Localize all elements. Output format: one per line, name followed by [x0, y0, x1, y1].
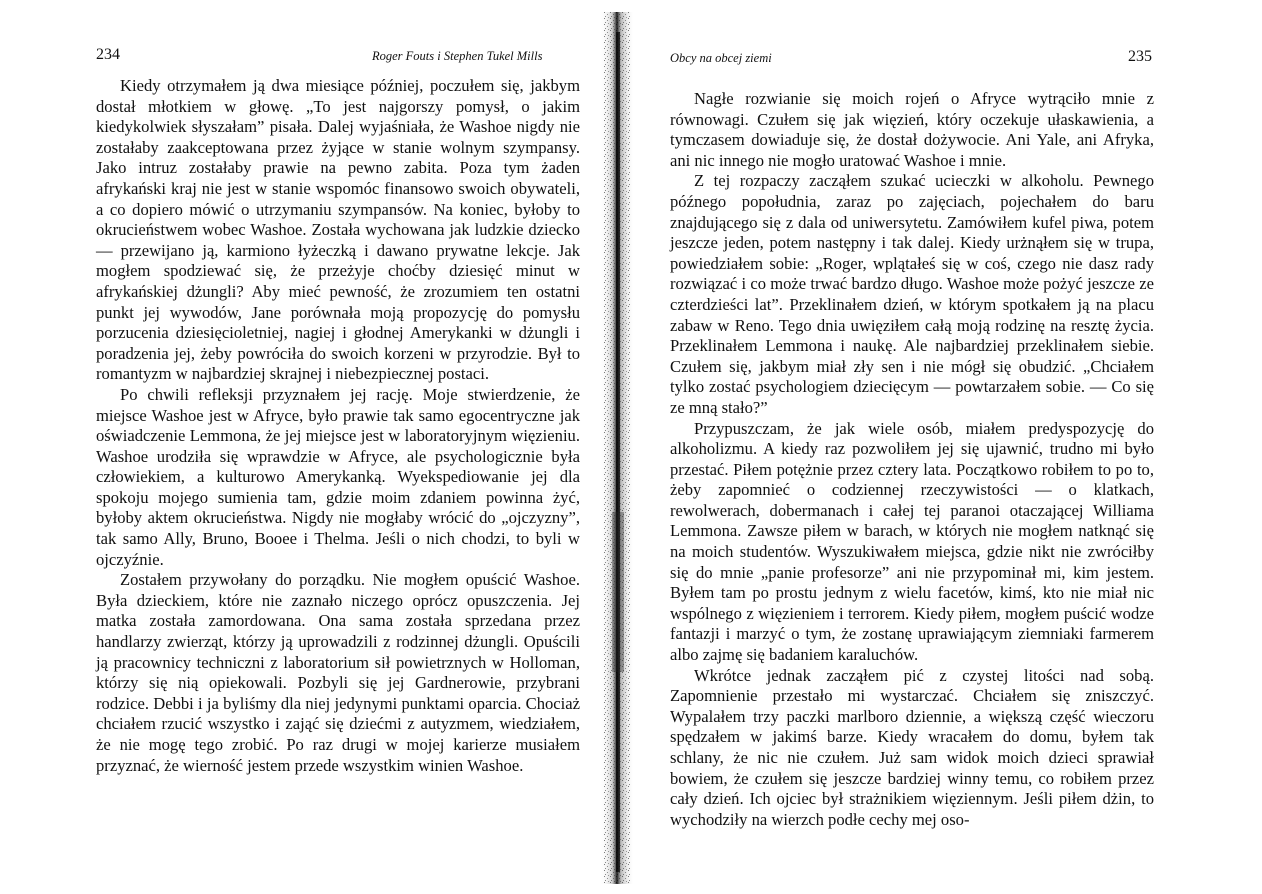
right-page-text — [670, 89, 1154, 830]
left-page — [0, 0, 620, 894]
running-head: Obcy na obcej ziemi — [670, 51, 772, 65]
left-page-header — [0, 46, 620, 66]
page-number: 234 — [96, 46, 120, 63]
paragraph: Nagłe rozwianie się moich rojeń o Afryce wytrąciło mnie z równowagi. Czułem się jak więzień, który oczekuje ułaskawienia, a tymczasem dowiaduje się, że dostał dożywocie. Ani Yale, ani Afryka, ani nic innego nie mogło uratować Washoe i mnie. — [670, 89, 1154, 170]
paragraph: Wkrótce jednak zacząłem pić z czystej litości nad sobą. Zapomnienie przestało mi wystarczać. Chciałem się zniszczyć. Wypalałem trzy paczki marlboro dziennie, a większą część wieczoru spędzałem w jakimś barze. Kiedy wracałem do domu, byłem tak schlany, że nic nie czułem. Już sam widok moich dzieci sprawiał bowiem, że czułem się jeszcze bardziej winny temu, co robiłem przez cały dzień. Ich ojciec był strażnikiem więziennym. Jeśli piłem dżin, to wychodziły na wierzch podłe cechy mej oso- — [670, 665, 1154, 829]
right-page — [640, 0, 1262, 894]
right-page-header — [640, 46, 1262, 66]
paragraph: Zostałem przywołany do porządku. Nie mogłem opuścić Washoe. Była dzieckiem, które nie zaznało niczego oprócz opuszczenia. Jej matka została zamordowana. Ona sama została sprzedana przez handlarzy zwierząt, którzy ją uprowadzili z rodzinnej dżungli. Opuścili ją pracownicy techniczni z laboratorium sił powietrznych w Holloman, którzy się nią opiekowali. Pozbyli się jej Gardnerowie, przybrani rodzice. Debbi i ja byliśmy dla niej jedynymi punktami oparcia. Chociaż chciałem rzucić wszystko i zająć się dziećmi z autyzmem, wiedziałem, że nie mogę tego zrobić. Po raz drugi w mojej karierze musiałem przyznać, że wierność jestem przede wszystkim winien Washoe. — [96, 570, 580, 775]
left-page-text — [96, 76, 580, 776]
paragraph: Z tej rozpaczy zacząłem szukać ucieczki w alkoholu. Pewnego późnego popołudnia, zaraz po zajęciach, pojechałem do baru znajdującego się z dala od uniwersytetu. Zamówiłem kufel piwa, potem jeszcze jeden, potem następny i tak dalej. Kiedy urżnąłem się w trupa, powiedziałem sobie: „Roger, wplątałeś się w coś, czego nie dasz rady rozwiązać i co może trwać bardzo długo. Washoe może pożyć jeszcze ze czterdzieści lat”. Przeklinałem dzień, w którym spotkałem ją na placu zabaw w Reno. Tego dnia uwięziłem całą moją rodzinę na resztę życia. Przeklinałem Lemmona i naukę. Ale najbardziej przeklinałem siebie. Czułem się, jakbym miał zły sen i nie mógł się obudzić. „Chciałem tylko zostać psychologiem dziecięcym — powtarzałem sobie. — Co się ze mną stało?” — [670, 171, 1154, 417]
paragraph: Po chwili refleksji przyznałem jej rację. Moje stwierdzenie, że miejsce Washoe jest w Afryce, było prawie tak samo egocentryczne jak oświadczenie Lemmona, że jej miejsce jest w laboratoryjnym więzieniu. Washoe urodziła się wprawdzie w Afryce, ale psychologicznie była człowiekiem, a kulturowo Amerykanką. Wyekspediowanie jej dla spokoju mojego sumienia tam, gdzie moim zdaniem powinna żyć, byłoby aktem okrucieństwa. Nigdy nie mogłaby wrócić do „ojczyzny”, tak samo Ally, Bruno, Booee i Thelma. Jeśli o nich chodzi, to byli w ojczyźnie. — [96, 384, 580, 569]
running-head: Roger Fouts i Stephen Tukel Mills — [372, 49, 543, 63]
page-number: 235 — [1128, 48, 1152, 65]
paragraph: Kiedy otrzymałem ją dwa miesiące później, poczułem się, jakbym dostał młotkiem w głowę. „To jest najgorszy pomysł, o jakim kiedykolwiek słyszałam” pisała. Dalej wyjaśniała, że Washoe nigdy nie zostałaby zaakceptowana przez żyjące w stanie wolnym szympansy. Jako intruz zostałaby prawie na pewno zabita. Poza tym żaden afrykański kraj nie jest w stanie wspomóc finansowo swoich obywateli, a co dopiero mówić o utrzymaniu szympansów. Na koniec, byłoby to okrucieństwem wobec Washoe. Została wychowana jak ludzkie dziecko — przewijano ją, karmiono łyżeczką i dawano prywatne lekcje. Jak mogłem spodziewać się, że przeżyje choćby dziesięć minut w afrykańskiej dżungli? Aby mieć pewność, że zrozumiem ten ostatni punkt jej wywodów, Jane porównała moją propozycję do pomysłu porzucenia dziesięcioletniej, nagiej i głodnej Amerykanki w dżungli i poradzenia jej, żeby powróciła do swoich korzeni w przyrodzie. Był to romantyzm w najbardziej skrajnej i niebezpiecznej postaci. — [96, 76, 580, 384]
paragraph: Przypuszczam, że jak wiele osób, miałem predyspozycję do alkoholizmu. A kiedy raz pozwoliłem jej się ujawnić, trudno mi było przestać. Piłem potężnie przez cztery lata. Początkowo robiłem to po to, żeby zapomnieć o codziennej rzeczywistości — o klatkach, rewolwerach, dobermanach i całej tej paranoi otaczającej Williama Lemmona. Zawsze piłem w barach, w których nie mogłem natknąć się na moich studentów. Wyszukiwałem miejsca, gdzie nikt nie zwróciłby się do mnie „panie profesorze” ani nie przypominał mi, kim jestem. Byłem tam po prostu jednym z wielu facetów, kimś, kto nie miał nic wspólnego z więzieniem i terrorem. Kiedy piłem, mogłem puścić wodze fantazji i marzyć o tym, że zostanę uprawiającym ziemniaki farmerem albo zajmę się badaniem karaluchów. — [670, 418, 1154, 665]
